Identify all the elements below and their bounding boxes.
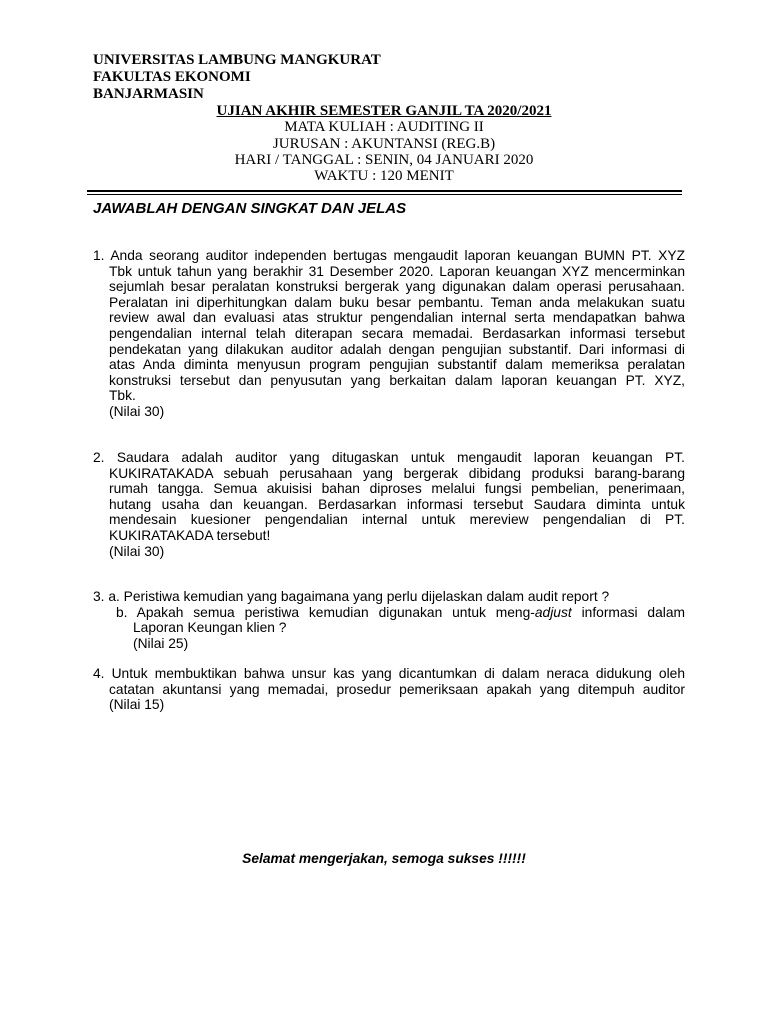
faculty-name: FAKULTAS EKONOMI xyxy=(93,69,251,85)
question-3a: 3. a. Peristiwa kemudian yang bagaimana yang perlu dijelaskan dalam audit report ? xyxy=(93,589,610,604)
instruction-heading: JAWABLAH DENGAN SINGKAT DAN JELAS xyxy=(93,200,407,217)
question-3b-line-2: Laporan Keungan klien ? xyxy=(133,620,287,636)
question-1-line: Tbk. xyxy=(109,388,136,404)
question-4-score: (Nilai 15) xyxy=(109,697,165,713)
question-4-line: 4. Untuk membuktikan bahwa unsur kas yang dicantumkan di dalam neraca didukung oleh xyxy=(93,666,685,681)
question-1-line: Tbk untuk tahun yang berakhir 31 Desember 2020. Laporan keuangan XYZ mencerminkan xyxy=(109,263,685,279)
question-4 xyxy=(93,666,685,713)
closing-message: Selamat mengerjakan, semoga sukses !!!!!! xyxy=(242,851,526,866)
question-2-line: KUKIRATAKADA sebuah perusahaan yang bergerak dibidang produksi barang-barang xyxy=(109,465,685,481)
question-1-line: pengendalian internal telah diterapan secara memadai. Berdasarkan informasi tersebut xyxy=(109,325,685,341)
question-1-line: atas Anda diminta menyusun program pengujian substantif dalam memeriksa peralatan xyxy=(109,357,685,373)
question-2-line: rumah tangga. Semua akuisisi bahan diproses melalui fungsi pembelian, penerimaan, xyxy=(109,481,685,497)
question-1-line: review awal dan evaluasi atas struktur pengendalian internal serta mendapatkan bahwa xyxy=(109,310,685,326)
header-divider-thick xyxy=(87,190,682,192)
course-name: MATA KULIAH : AUDITING II xyxy=(284,119,484,135)
question-1-line: pendekatan yang dilakukan auditor adalah dengan pengujian substantif. Dari informasi di xyxy=(109,341,685,357)
header-divider-thin xyxy=(87,194,682,195)
exam-title: UJIAN AKHIR SEMESTER GANJIL TA 2020/2021 xyxy=(216,103,552,119)
question-3 xyxy=(93,589,685,651)
question-1-line: sejumlah besar peralatan konstruksi bergerak yang digunakan dalam operasi perusahaan. xyxy=(109,279,685,295)
question-1 xyxy=(93,248,685,420)
university-name: UNIVERSITAS LAMBUNG MANGKURAT xyxy=(93,52,381,68)
question-2-line: 2. Saudara adalah auditor yang ditugaskan untuk mengaudit laporan keuangan PT. xyxy=(93,450,685,465)
question-3b-text-end: informasi dalam xyxy=(571,604,685,620)
question-2-line: mendesain kuesioner pengendalian internal untuk mereview pengendalian di PT. xyxy=(109,512,685,528)
question-2-score: (Nilai 30) xyxy=(109,543,165,559)
exam-duration: WAKTU : 120 MENIT xyxy=(314,168,454,184)
question-4-line: catatan akuntansi yang memadai, prosedur pemeriksaan apakah yang ditempuh auditor xyxy=(109,681,685,697)
city-name: BANJARMASIN xyxy=(93,86,204,102)
question-1-line: Peralatan ini diperhitungkan dalam buku besar pembantu. Teman anda melakukan suatu xyxy=(109,294,685,310)
question-1-line: 1. Anda seorang auditor independen bertugas mengaudit laporan keuangan BUMN PT. XYZ xyxy=(93,248,685,263)
question-2-line: hutang usaha dan keuangan. Berdasarkan informasi tersebut Saudara diminta untuk xyxy=(109,496,685,512)
exam-date: HARI / TANGGAL : SENIN, 04 JANUARI 2020 xyxy=(234,152,534,168)
question-3b-italic: adjust xyxy=(534,604,572,620)
question-1-score: (Nilai 30) xyxy=(109,403,165,419)
question-3b xyxy=(93,605,685,621)
question-2 xyxy=(93,450,685,559)
question-3b-text: b. Apakah semua peristiwa kemudian digunakan untuk meng- xyxy=(116,604,535,620)
department-name: JURUSAN : AKUNTANSI (REG.B) xyxy=(272,136,496,152)
question-3-score: (Nilai 25) xyxy=(133,635,189,651)
question-1-line: konstruksi tersebut dan penyusutan yang berkaitan dalam laporan keuangan PT. XYZ, xyxy=(109,372,685,388)
question-2-line: KUKIRATAKADA tersebut! xyxy=(109,527,271,543)
